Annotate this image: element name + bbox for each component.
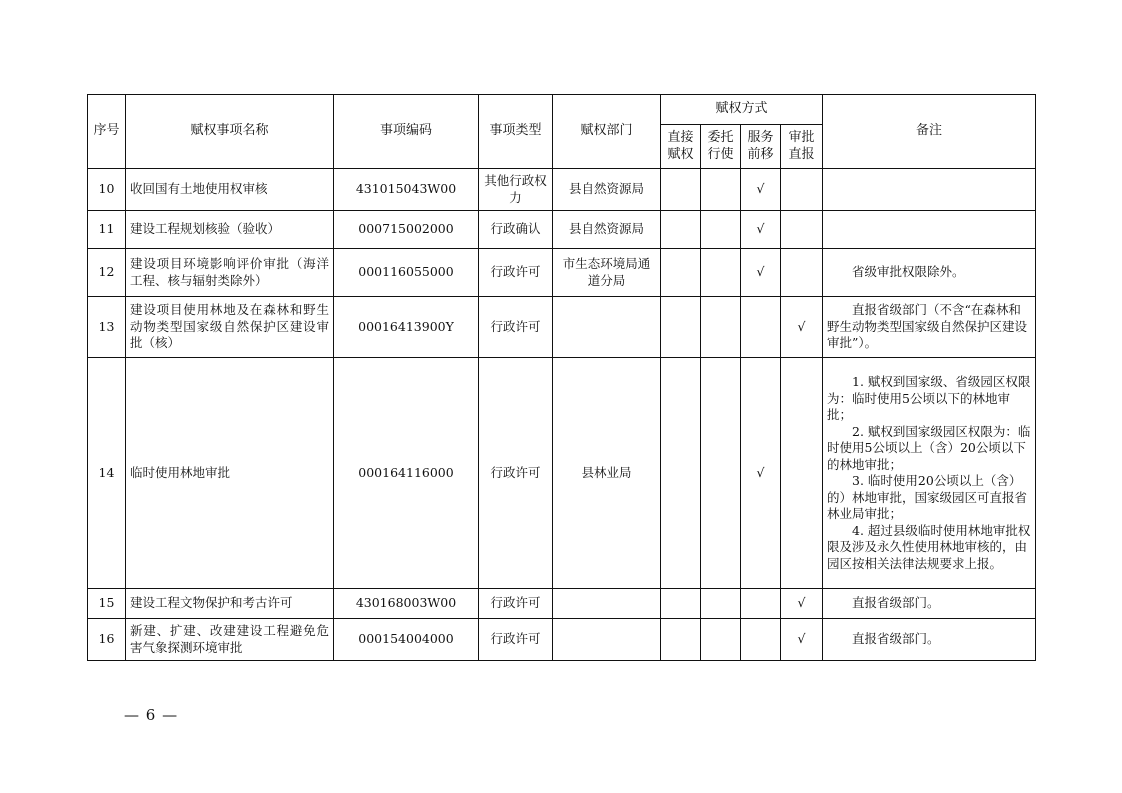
row-method-cell [741, 297, 781, 358]
page-number: — 6 — [124, 706, 179, 724]
table-row [88, 249, 1036, 297]
row-dept: 市生态环境局通道分局 [553, 249, 661, 297]
row-method-cell [741, 619, 781, 661]
row-method-cell: √ [741, 358, 781, 589]
remark-line: 3. 临时使用20公顷以上（含）的）林地审批，国家级园区可直报省林业局审批； [827, 473, 1028, 521]
header-method: 赋权方式 [661, 95, 823, 125]
table-row [88, 211, 1036, 249]
row-name: 临时使用林地审批 [126, 358, 334, 589]
header-dept: 赋权部门 [553, 95, 661, 169]
row-remark [823, 358, 1036, 589]
row-method-cell [701, 619, 741, 661]
row-method-cell [661, 358, 701, 589]
header-remark: 备注 [823, 95, 1036, 169]
table-row [88, 297, 1036, 358]
row-seq: 16 [88, 619, 126, 661]
row-method-cell [661, 297, 701, 358]
row-code: 000116055000 [334, 249, 479, 297]
row-method-cell: √ [781, 619, 823, 661]
row-method-cell [701, 358, 741, 589]
row-method-cell [661, 249, 701, 297]
table-row [88, 589, 1036, 619]
table-row [88, 619, 1036, 661]
header-method-entrust: 委托行使 [701, 125, 741, 169]
row-seq: 12 [88, 249, 126, 297]
row-seq: 15 [88, 589, 126, 619]
row-method-cell: √ [741, 169, 781, 211]
row-type: 行政许可 [479, 589, 553, 619]
row-remark [823, 589, 1036, 619]
row-seq: 11 [88, 211, 126, 249]
row-type: 行政许可 [479, 619, 553, 661]
row-remark [823, 211, 1036, 249]
table-row [88, 169, 1036, 211]
row-method-cell [701, 211, 741, 249]
row-method-cell [661, 169, 701, 211]
row-method-cell: √ [781, 297, 823, 358]
row-name: 建设项目使用林地及在森林和野生动物类型国家级自然保护区建设审批（核） [126, 297, 334, 358]
row-method-cell [781, 249, 823, 297]
header-method-direct: 直接赋权 [661, 125, 701, 169]
row-dept: 县自然资源局 [553, 169, 661, 211]
remark-line: 直报省级部门。 [852, 595, 940, 611]
authorization-table [87, 94, 1036, 661]
remark-line: 2. 赋权到国家级园区权限为：临时使用5公顷以上（含）20公顷以下的林地审批； [827, 423, 1031, 472]
row-method-cell [701, 589, 741, 619]
header-method-service: 服务前移 [741, 125, 781, 169]
row-code: 000164116000 [334, 358, 479, 589]
row-method-cell [701, 297, 741, 358]
row-dept [553, 297, 661, 358]
row-code: 000154004000 [334, 619, 479, 661]
row-method-cell: √ [741, 249, 781, 297]
row-remark [823, 619, 1036, 661]
row-name: 建设工程文物保护和考古许可 [126, 589, 334, 619]
row-name: 建设项目环境影响评价审批（海洋工程、核与辐射类除外） [126, 249, 334, 297]
row-type: 行政确认 [479, 211, 553, 249]
row-method-cell [661, 211, 701, 249]
row-dept: 县林业局 [553, 358, 661, 589]
row-type: 其他行政权力 [479, 169, 553, 211]
row-method-cell [701, 169, 741, 211]
table-row [88, 358, 1036, 589]
row-seq: 13 [88, 297, 126, 358]
row-method-cell [781, 169, 823, 211]
row-dept: 县自然资源局 [553, 211, 661, 249]
header-code: 事项编码 [334, 95, 479, 169]
row-method-cell [661, 619, 701, 661]
row-method-cell [781, 211, 823, 249]
table-header [88, 95, 1036, 169]
row-remark [823, 169, 1036, 211]
row-method-cell [661, 589, 701, 619]
row-type: 行政许可 [479, 297, 553, 358]
row-dept [553, 589, 661, 619]
remark-line: 直报省级部门。 [852, 631, 940, 647]
row-name: 新建、扩建、改建建设工程避免危害气象探测环境审批 [126, 619, 334, 661]
row-seq: 14 [88, 358, 126, 589]
table-body [88, 169, 1036, 661]
row-code: 000715002000 [334, 211, 479, 249]
row-type: 行政许可 [479, 249, 553, 297]
row-method-cell: √ [741, 211, 781, 249]
header-type: 事项类型 [479, 95, 553, 169]
row-remark [823, 249, 1036, 297]
row-method-cell [741, 589, 781, 619]
row-code: 431015043W00 [334, 169, 479, 211]
row-name: 收回国有土地使用权审核 [126, 169, 334, 211]
row-code: 430168003W00 [334, 589, 479, 619]
row-method-cell [701, 249, 741, 297]
remark-line: 省级审批权限除外。 [852, 264, 965, 280]
row-name: 建设工程规划核验（验收） [126, 211, 334, 249]
header-seq: 序号 [88, 95, 126, 169]
header-name: 赋权事项名称 [126, 95, 334, 169]
row-seq: 10 [88, 169, 126, 211]
row-method-cell: √ [781, 589, 823, 619]
row-method-cell [781, 358, 823, 589]
row-remark [823, 297, 1036, 358]
remark-line: 直报省级部门（不含“在森林和野生动物类型国家级自然保护区建设审批”）。 [827, 302, 1028, 351]
remark-line: 4. 超过县级临时使用林地审批权限及涉及永久性使用林地审核的，由园区按相关法律法规要求上报。 [827, 522, 1031, 571]
row-type: 行政许可 [479, 358, 553, 589]
row-dept [553, 619, 661, 661]
row-code: 00016413900Y [334, 297, 479, 358]
remark-line: 1. 赋权到国家级、省级园区权限为：临时使用5公顷以下的林地审批； [827, 374, 1031, 422]
header-method-report: 审批直报 [781, 125, 823, 169]
